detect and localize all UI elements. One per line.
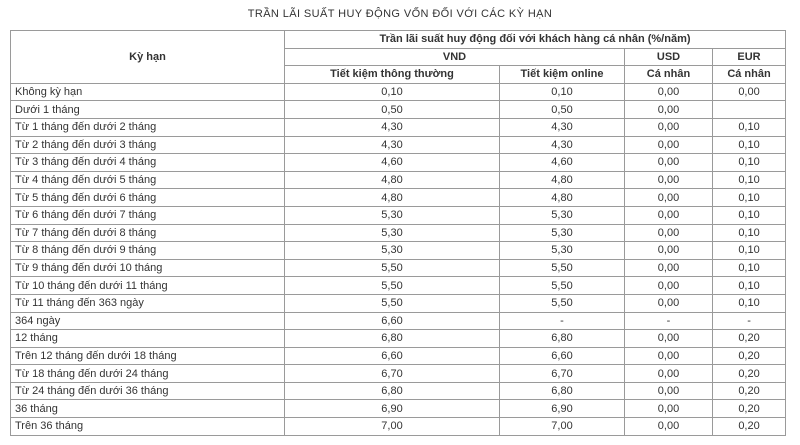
usd-personal-header: Cá nhân <box>625 66 713 84</box>
term-cell: Không kỳ hạn <box>11 83 285 101</box>
regular-rate-cell: 4,30 <box>285 136 500 154</box>
regular-rate-cell: 5,50 <box>285 277 500 295</box>
regular-rate-cell: 5,50 <box>285 259 500 277</box>
table-row <box>11 154 786 172</box>
eur-rate-cell: 0,20 <box>713 418 786 436</box>
eur-rate-cell: 0,20 <box>713 365 786 383</box>
usd-rate-cell: 0,00 <box>625 154 713 172</box>
online-rate-cell: 4,80 <box>500 171 625 189</box>
table-row <box>11 189 786 207</box>
regular-rate-cell: 5,30 <box>285 242 500 260</box>
online-savings-header: Tiết kiệm online <box>500 66 625 84</box>
interest-rate-table <box>10 30 786 436</box>
vnd-header: VND <box>285 48 625 66</box>
usd-rate-cell: 0,00 <box>625 418 713 436</box>
table-row <box>11 312 786 330</box>
online-rate-cell: 6,90 <box>500 400 625 418</box>
eur-rate-cell: 0,10 <box>713 224 786 242</box>
regular-rate-cell: 4,80 <box>285 189 500 207</box>
rate-rows <box>11 83 786 435</box>
table-row <box>11 136 786 154</box>
usd-rate-cell: 0,00 <box>625 330 713 348</box>
usd-rate-cell: 0,00 <box>625 83 713 101</box>
usd-rate-cell: 0,00 <box>625 294 713 312</box>
table-row <box>11 83 786 101</box>
term-cell: Trên 12 tháng đến dưới 18 tháng <box>11 347 285 365</box>
usd-rate-cell: 0,00 <box>625 347 713 365</box>
term-cell: Từ 3 tháng đến dưới 4 tháng <box>11 154 285 172</box>
online-rate-cell: 4,80 <box>500 189 625 207</box>
term-cell: Từ 11 tháng đến 363 ngày <box>11 294 285 312</box>
rate-group-header: Trần lãi suất huy động đối với khách hàng cá nhân (%/năm) <box>285 31 786 49</box>
online-rate-cell: 7,00 <box>500 418 625 436</box>
usd-rate-cell: 0,00 <box>625 277 713 295</box>
regular-rate-cell: 0,10 <box>285 83 500 101</box>
usd-rate-cell: 0,00 <box>625 118 713 136</box>
table-row <box>11 330 786 348</box>
regular-rate-cell: 4,80 <box>285 171 500 189</box>
online-rate-cell: - <box>500 312 625 330</box>
term-cell: Từ 4 tháng đến dưới 5 tháng <box>11 171 285 189</box>
usd-rate-cell: - <box>625 312 713 330</box>
term-column-header: Kỳ hạn <box>11 31 285 84</box>
eur-rate-cell: 0,20 <box>713 347 786 365</box>
usd-rate-cell: 0,00 <box>625 136 713 154</box>
eur-header: EUR <box>713 48 786 66</box>
eur-rate-cell: 0,10 <box>713 136 786 154</box>
eur-rate-cell: 0,10 <box>713 259 786 277</box>
online-rate-cell: 6,80 <box>500 382 625 400</box>
usd-rate-cell: 0,00 <box>625 189 713 207</box>
term-cell: Trên 36 tháng <box>11 418 285 436</box>
eur-rate-cell: 0,10 <box>713 242 786 260</box>
online-rate-cell: 4,60 <box>500 154 625 172</box>
usd-rate-cell: 0,00 <box>625 382 713 400</box>
eur-rate-cell: 0,00 <box>713 83 786 101</box>
online-rate-cell: 4,30 <box>500 118 625 136</box>
online-rate-cell: 5,30 <box>500 206 625 224</box>
usd-rate-cell: 0,00 <box>625 365 713 383</box>
term-cell: Từ 8 tháng đến dưới 9 tháng <box>11 242 285 260</box>
term-cell: 36 tháng <box>11 400 285 418</box>
usd-rate-cell: 0,00 <box>625 242 713 260</box>
usd-header: USD <box>625 48 713 66</box>
eur-rate-cell: 0,20 <box>713 400 786 418</box>
regular-savings-header: Tiết kiệm thông thường <box>285 66 500 84</box>
online-rate-cell: 6,60 <box>500 347 625 365</box>
online-rate-cell: 6,70 <box>500 365 625 383</box>
term-cell: Từ 18 tháng đến dưới 24 tháng <box>11 365 285 383</box>
term-cell: 364 ngày <box>11 312 285 330</box>
table-row <box>11 277 786 295</box>
online-rate-cell: 5,50 <box>500 277 625 295</box>
regular-rate-cell: 5,50 <box>285 294 500 312</box>
table-row <box>11 224 786 242</box>
usd-rate-cell: 0,00 <box>625 224 713 242</box>
eur-rate-cell <box>713 101 786 119</box>
eur-rate-cell: 0,10 <box>713 294 786 312</box>
online-rate-cell: 5,30 <box>500 242 625 260</box>
online-rate-cell: 0,50 <box>500 101 625 119</box>
usd-rate-cell: 0,00 <box>625 206 713 224</box>
term-cell: Từ 1 tháng đến dưới 2 tháng <box>11 118 285 136</box>
regular-rate-cell: 6,70 <box>285 365 500 383</box>
term-cell: Từ 24 tháng đến dưới 36 tháng <box>11 382 285 400</box>
regular-rate-cell: 6,80 <box>285 330 500 348</box>
usd-rate-cell: 0,00 <box>625 400 713 418</box>
term-cell: Từ 7 tháng đến dưới 8 tháng <box>11 224 285 242</box>
table-row <box>11 418 786 436</box>
term-cell: Từ 6 tháng đến dưới 7 tháng <box>11 206 285 224</box>
eur-rate-cell: 0,10 <box>713 277 786 295</box>
regular-rate-cell: 6,80 <box>285 382 500 400</box>
eur-rate-cell: 0,20 <box>713 382 786 400</box>
table-row <box>11 206 786 224</box>
term-cell: Từ 5 tháng đến dưới 6 tháng <box>11 189 285 207</box>
term-cell: 12 tháng <box>11 330 285 348</box>
regular-rate-cell: 4,60 <box>285 154 500 172</box>
eur-rate-cell: 0,10 <box>713 206 786 224</box>
online-rate-cell: 4,30 <box>500 136 625 154</box>
table-row <box>11 101 786 119</box>
page-title: TRẦN LÃI SUẤT HUY ĐỘNG VỐN ĐỐI VỚI CÁC KỲ HẠN <box>247 8 553 20</box>
usd-rate-cell: 0,00 <box>625 259 713 277</box>
table-row <box>11 294 786 312</box>
table-row <box>11 118 786 136</box>
online-rate-cell: 5,50 <box>500 259 625 277</box>
regular-rate-cell: 6,60 <box>285 312 500 330</box>
usd-rate-cell: 0,00 <box>625 171 713 189</box>
regular-rate-cell: 4,30 <box>285 118 500 136</box>
online-rate-cell: 5,30 <box>500 224 625 242</box>
table-row <box>11 171 786 189</box>
table-row <box>11 259 786 277</box>
eur-personal-header: Cá nhân <box>713 66 786 84</box>
usd-rate-cell: 0,00 <box>625 101 713 119</box>
regular-rate-cell: 6,90 <box>285 400 500 418</box>
eur-rate-cell: 0,10 <box>713 118 786 136</box>
table-row <box>11 365 786 383</box>
term-cell: Từ 2 tháng đến dưới 3 tháng <box>11 136 285 154</box>
eur-rate-cell: 0,10 <box>713 154 786 172</box>
online-rate-cell: 0,10 <box>500 83 625 101</box>
eur-rate-cell: 0,10 <box>713 189 786 207</box>
term-cell: Từ 10 tháng đến dưới 11 tháng <box>11 277 285 295</box>
eur-rate-cell: 0,20 <box>713 330 786 348</box>
table-row <box>11 347 786 365</box>
regular-rate-cell: 6,60 <box>285 347 500 365</box>
table-row <box>11 242 786 260</box>
term-cell: Từ 9 tháng đến dưới 10 tháng <box>11 259 285 277</box>
regular-rate-cell: 5,30 <box>285 224 500 242</box>
regular-rate-cell: 5,30 <box>285 206 500 224</box>
eur-rate-cell: - <box>713 312 786 330</box>
online-rate-cell: 5,50 <box>500 294 625 312</box>
eur-rate-cell: 0,10 <box>713 171 786 189</box>
table-row <box>11 400 786 418</box>
table-row <box>11 382 786 400</box>
regular-rate-cell: 0,50 <box>285 101 500 119</box>
term-cell: Dưới 1 tháng <box>11 101 285 119</box>
regular-rate-cell: 7,00 <box>285 418 500 436</box>
online-rate-cell: 6,80 <box>500 330 625 348</box>
